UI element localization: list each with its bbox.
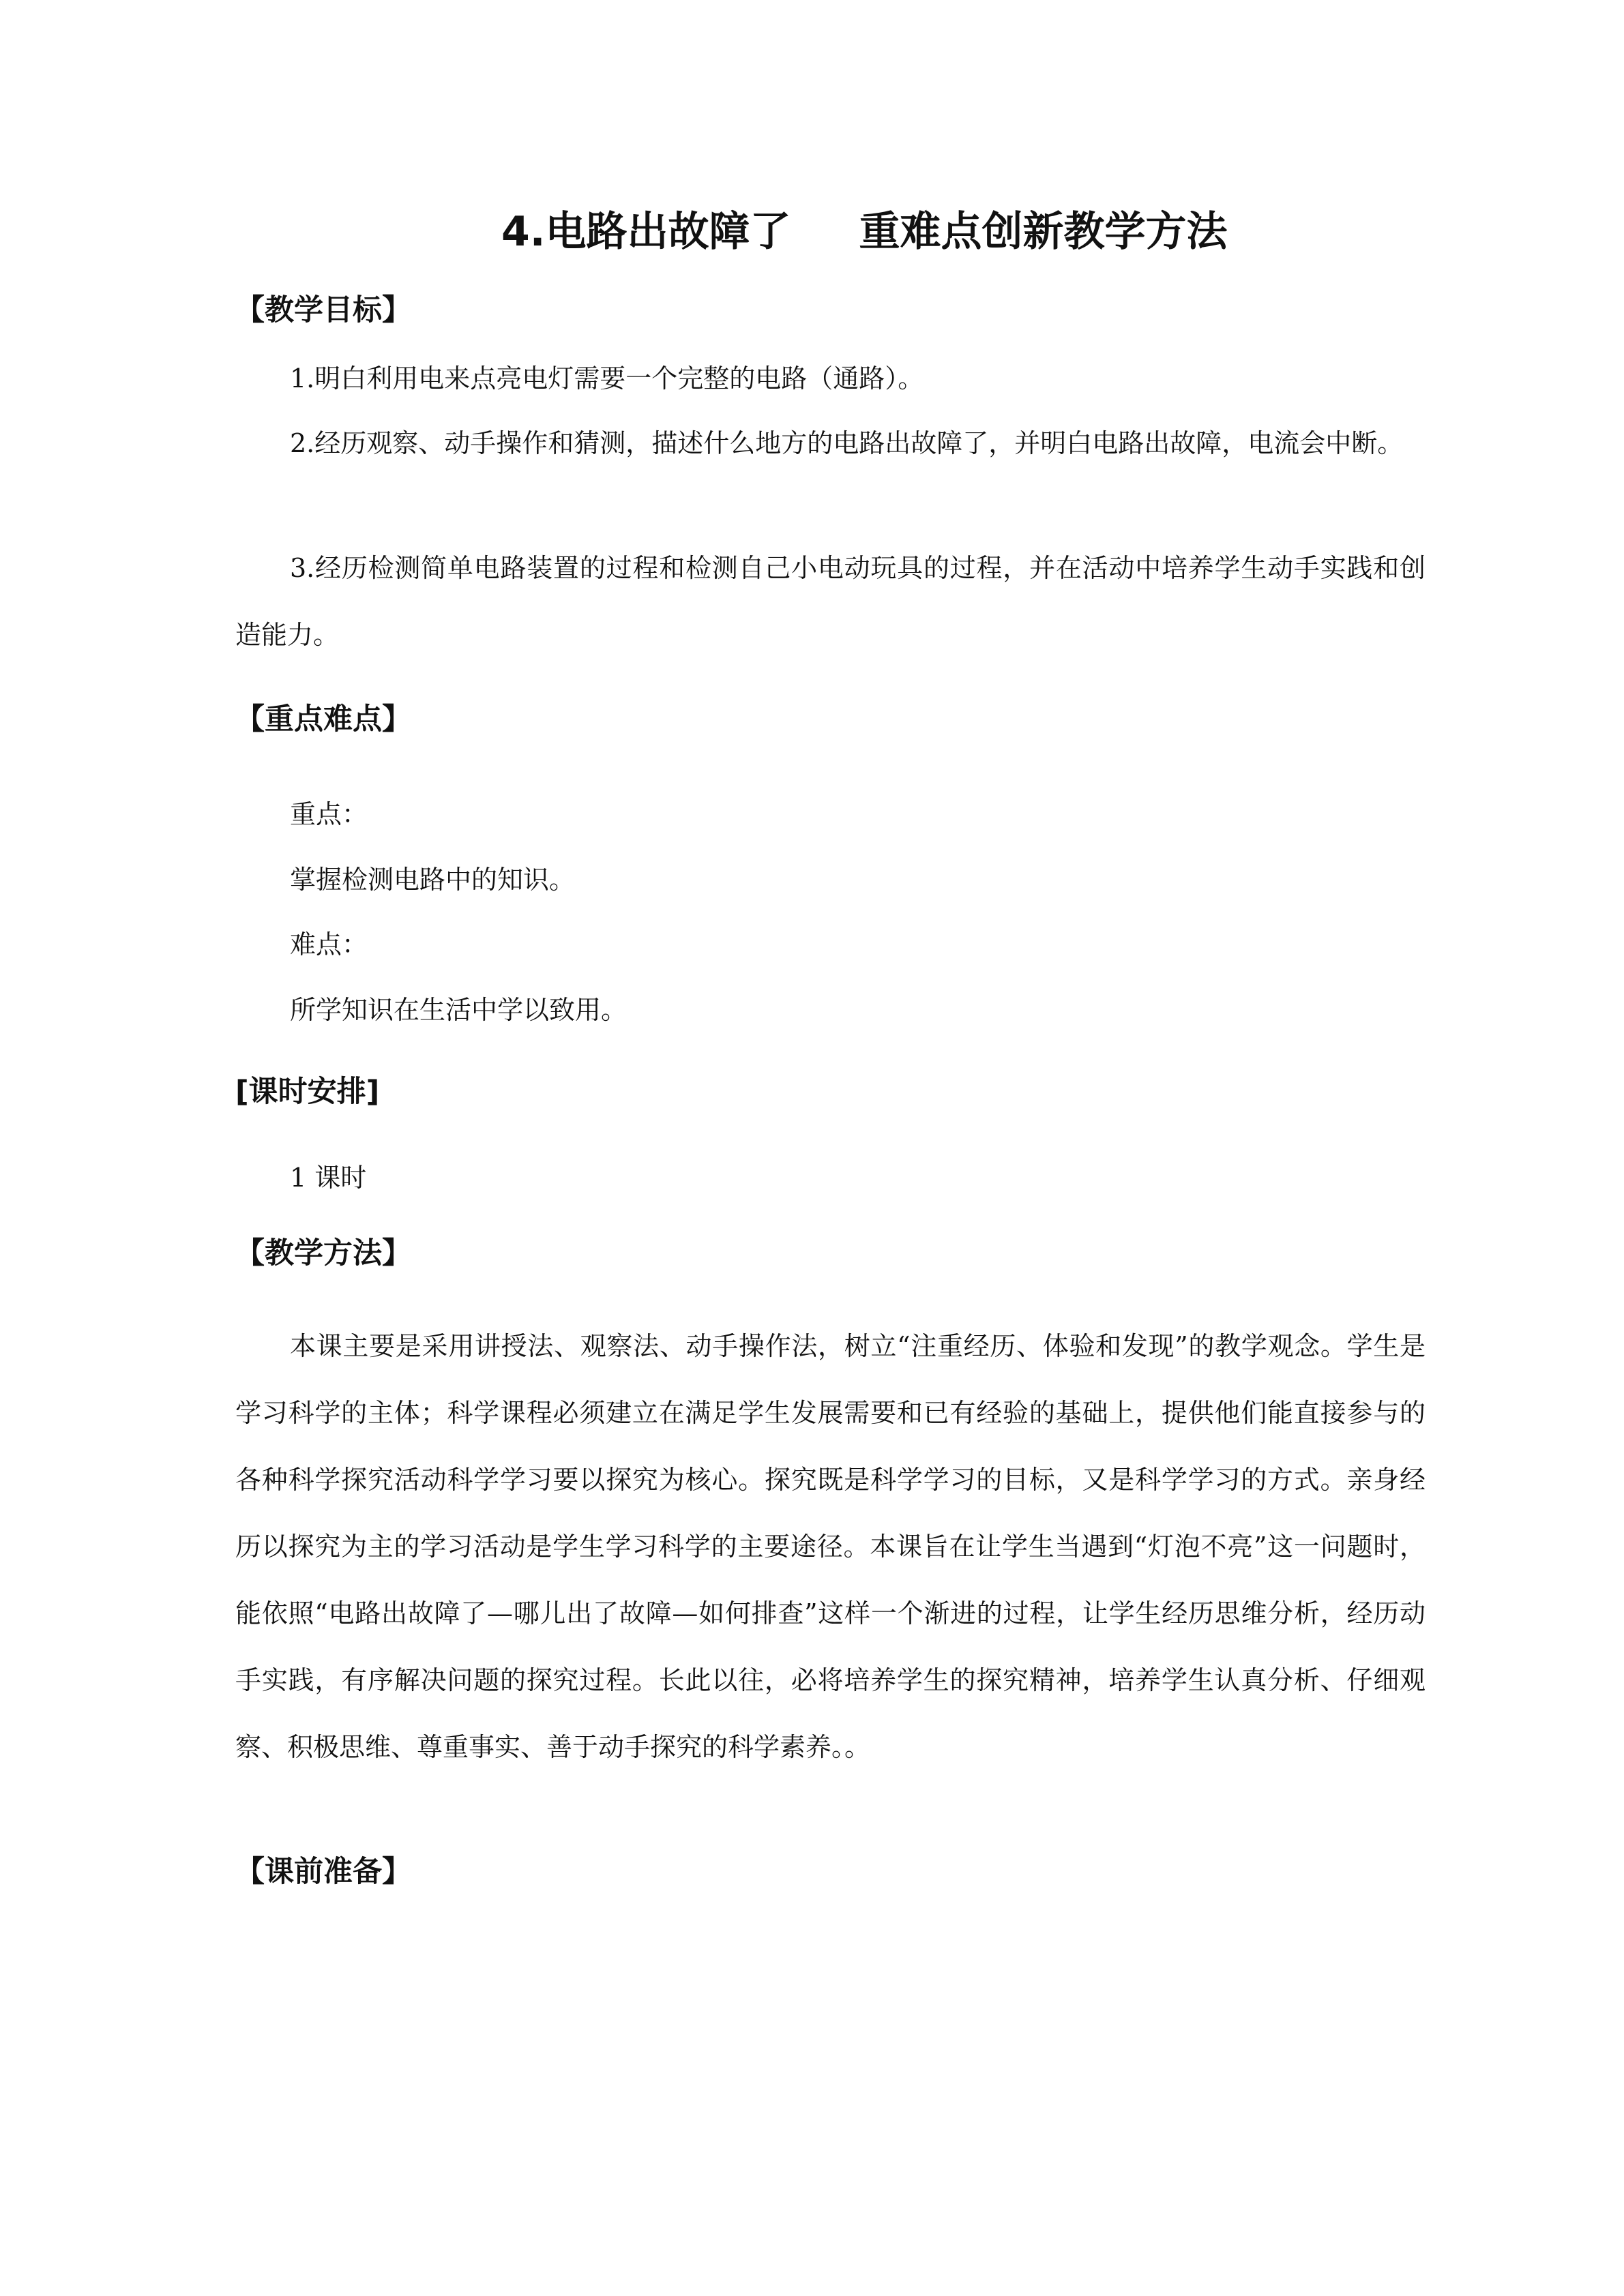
goal-item-2: 2.经历观察、动手操作和猜测，描述什么地方的电路出故障了，并明白电路出故障，电流会中断。 bbox=[290, 428, 1404, 458]
heading-schedule: [课时安排] bbox=[235, 1075, 380, 1109]
goal-item-1: 1.明白利用电来点亮电灯需要一个完整的电路（通路）。 bbox=[290, 363, 924, 393]
difficult-point-text: 所学知识在生活中学以致用。 bbox=[290, 995, 628, 1025]
title-subtitle: 重难点创新教学方法 bbox=[859, 208, 1228, 256]
heading-key-difficult: 【重点难点】 bbox=[235, 702, 411, 736]
page-title bbox=[501, 205, 1320, 259]
heading-teaching-goals: 【教学目标】 bbox=[235, 293, 411, 327]
key-point-label: 重点： bbox=[290, 799, 368, 829]
schedule-text: 1 课时 bbox=[290, 1163, 367, 1193]
methods-paragraph: 本课主要是采用讲授法、观察法、动手操作法，树立“注重经历、体验和发现”的教学观念。学生是学习科学的主体；科学课程必须建立在满足学生发展需要和已有经验的基础上，提供他们能直接参与的各种科学探究活动科学学习要以探究为核心。探究既是科学学习的目标，又是科学学习的方式。亲身经历以探究为主的学习活动是学生学习科学的主要途径。本课旨在让学生当遇到“灯泡不亮”这一问题时，能依照“电路出故障了—哪儿出了故障—如何排查”这样一个渐进的过程，让学生经历思维分析，经历动手实践，有序解决问题的探究过程。长此以往，必将培养学生的探究精神，培养学生认真分析、仔细观察、积极思维、尊重事实、善于动手探究的科学素养。。 bbox=[235, 1331, 1426, 1762]
difficult-point-label: 难点： bbox=[290, 929, 368, 959]
heading-preparation: 【课前准备】 bbox=[235, 1855, 411, 1889]
goal-item-3: 3.经历检测简单电路装置的过程和检测自己小电动玩具的过程，并在活动中培养学生动手实践和创造能力。 bbox=[235, 553, 1426, 650]
heading-teaching-methods: 【教学方法】 bbox=[235, 1236, 411, 1270]
title-lesson: 4.电路出故障了 bbox=[501, 208, 791, 256]
key-point-text: 掌握检测电路中的知识。 bbox=[290, 865, 576, 895]
